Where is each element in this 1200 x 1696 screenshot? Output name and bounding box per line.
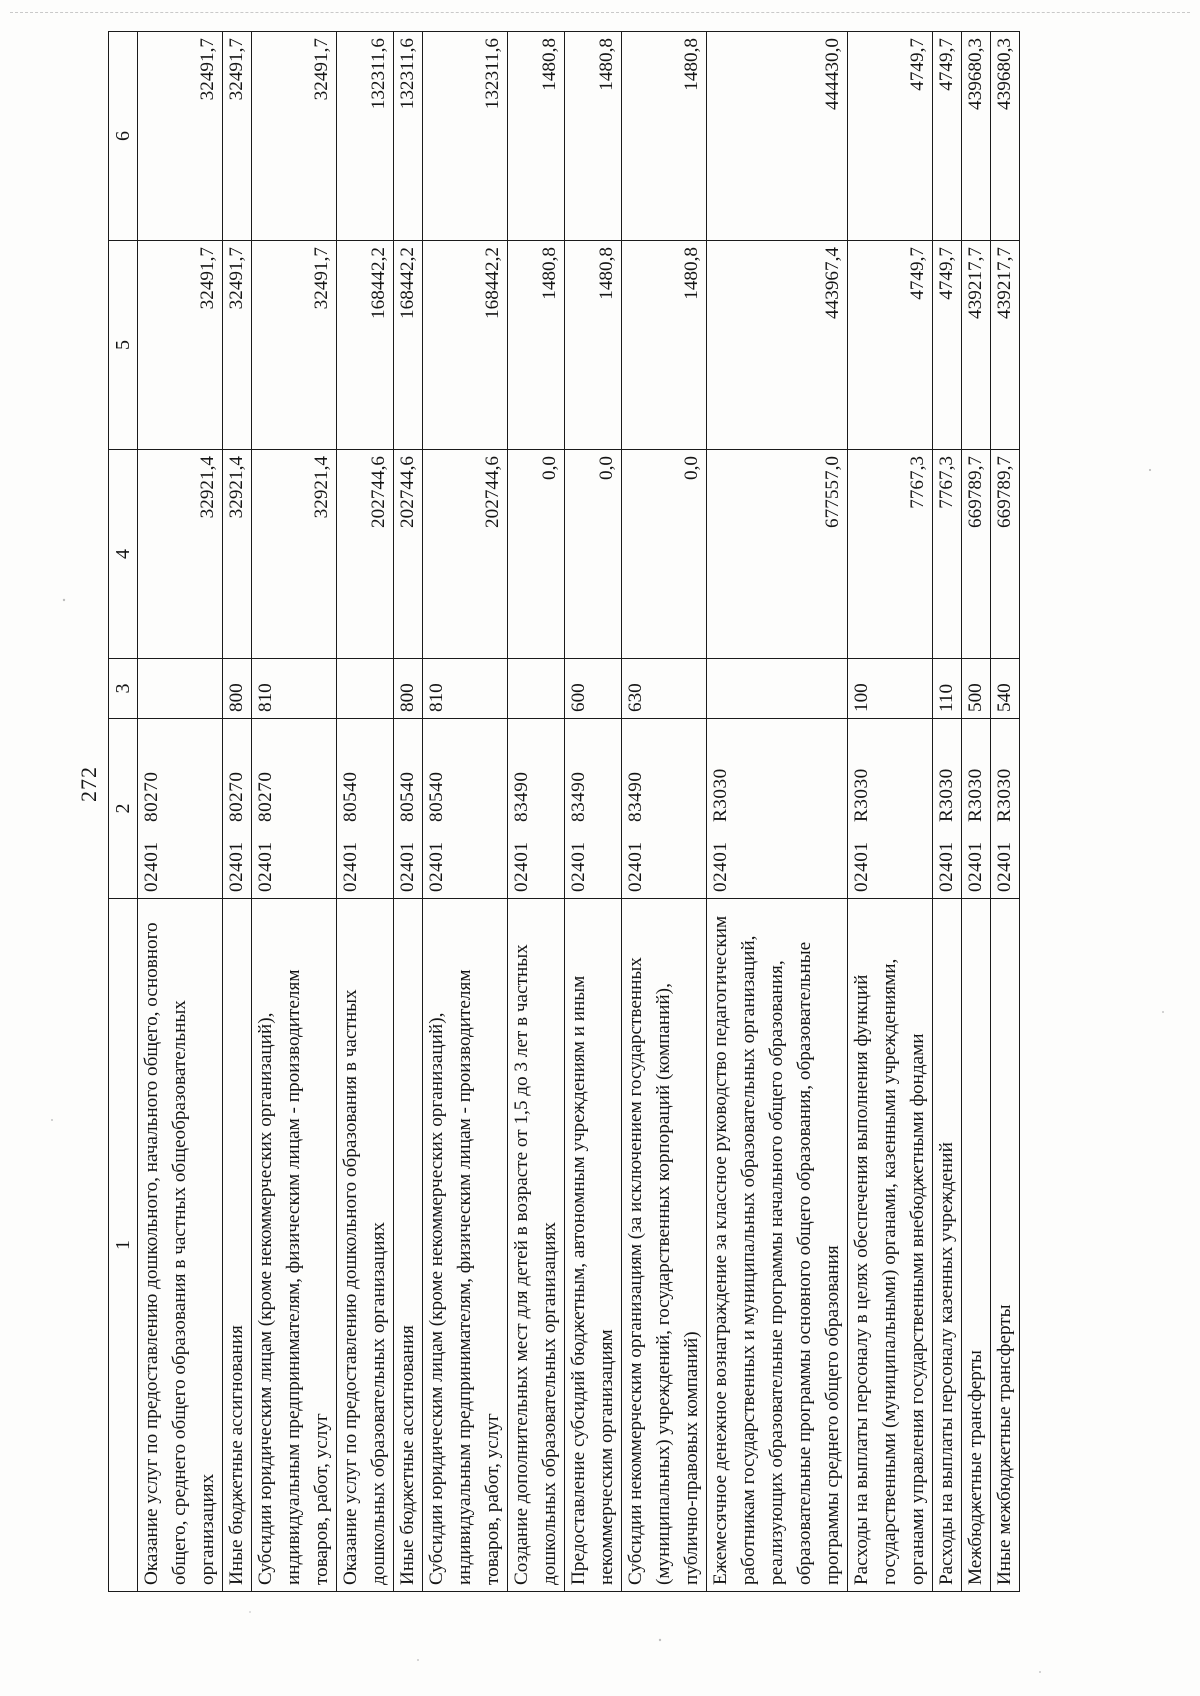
table-row: [848, 32, 933, 1592]
row-value-6: 132311,6: [423, 32, 508, 241]
code-direction: 83490: [511, 771, 532, 822]
table-row: [394, 32, 423, 1592]
row-value-5: 168442,2: [423, 241, 508, 450]
row-type: 810: [252, 659, 337, 719]
row-value-4: 202744,6: [337, 450, 394, 659]
row-name: Оказание услуг по предоставлению дошкольного, начального общего, основного общего, среднего общего образования в частных общеобразовательных организациях: [138, 899, 223, 1592]
code-direction: 83490: [568, 771, 589, 822]
row-value-5: 168442,2: [337, 241, 394, 450]
code-program: 02401: [141, 841, 162, 892]
header-cell: 2: [109, 719, 138, 899]
code-program: 02401: [936, 841, 957, 892]
row-value-6: 1480,8: [508, 32, 565, 241]
code-program: 02401: [397, 841, 418, 892]
row-value-4: 202744,6: [394, 450, 423, 659]
row-name: Создание дополнительных мест для детей в возрасте от 1,5 до 3 лет в частных дошкольных образовательных организациях: [508, 899, 565, 1592]
row-name: Субсидии юридическим лицам (кроме некоммерческих организаций), индивидуальным предпринимателям, физическим лицам - производителям товаров, работ, услуг: [252, 899, 337, 1592]
row-name: Оказание услуг по предоставлению дошкольного образования в частных дошкольных образовательных организациях: [337, 899, 394, 1592]
row-value-6: 1480,8: [622, 32, 707, 241]
code-program: 02401: [851, 841, 872, 892]
row-type: 500: [962, 659, 991, 719]
row-type: [707, 659, 848, 719]
row-value-5: 4749,7: [848, 241, 933, 450]
row-code: [394, 719, 423, 899]
table-row: [962, 32, 991, 1592]
table-row: [622, 32, 707, 1592]
table-row: [223, 32, 252, 1592]
row-value-6: 32491,7: [223, 32, 252, 241]
row-name: Расходы на выплаты персоналу казенных учреждений: [933, 899, 962, 1592]
code-direction: 80270: [255, 771, 276, 822]
row-code: [933, 719, 962, 899]
row-value-4: 7767,3: [848, 450, 933, 659]
row-value-4: 669789,7: [991, 450, 1020, 659]
row-value-6: 32491,7: [252, 32, 337, 241]
code-program: 02401: [994, 841, 1015, 892]
row-value-5: 439217,7: [962, 241, 991, 450]
row-value-6: 1480,8: [565, 32, 622, 241]
row-name: Межбюджетные трансферты: [962, 899, 991, 1592]
row-value-5: 4749,7: [933, 241, 962, 450]
row-code: [565, 719, 622, 899]
code-direction: R3030: [851, 768, 872, 822]
row-value-4: 677557,0: [707, 450, 848, 659]
code-direction: 80540: [426, 771, 447, 822]
header-cell: 1: [109, 899, 138, 1592]
row-type: 810: [423, 659, 508, 719]
row-value-6: 4749,7: [848, 32, 933, 241]
code-direction: 83490: [625, 771, 646, 822]
row-type: [508, 659, 565, 719]
code-program: 02401: [511, 841, 532, 892]
row-value-5: 32491,7: [138, 241, 223, 450]
table-row: [707, 32, 848, 1592]
row-name: Иные бюджетные ассигнования: [223, 899, 252, 1592]
row-value-4: 669789,7: [962, 450, 991, 659]
row-code: [508, 719, 565, 899]
code-program: 02401: [710, 841, 731, 892]
row-code: [622, 719, 707, 899]
code-direction: 80270: [141, 771, 162, 822]
row-name: Иные межбюджетные трансферты: [991, 899, 1020, 1592]
code-direction: R3030: [710, 768, 731, 822]
scan-edge-line: [10, 12, 1190, 13]
row-name: Расходы на выплаты персоналу в целях обеспечения выполнения функций государственными (муниципальными) органами, казенными учреждениями, органами управления государственными внебюджетными фондами: [848, 899, 933, 1592]
row-name: Иные бюджетные ассигнования: [394, 899, 423, 1592]
row-type: 100: [848, 659, 933, 719]
row-value-5: 32491,7: [252, 241, 337, 450]
row-type: 800: [223, 659, 252, 719]
table-row: [337, 32, 394, 1592]
row-value-5: 1480,8: [565, 241, 622, 450]
header-cell: 6: [109, 32, 138, 241]
row-value-6: 132311,6: [394, 32, 423, 241]
row-type: [138, 659, 223, 719]
row-value-4: 0,0: [508, 450, 565, 659]
table-row: [933, 32, 962, 1592]
table-row: [423, 32, 508, 1592]
code-program: 02401: [965, 841, 986, 892]
row-value-5: 1480,8: [622, 241, 707, 450]
table-row: [991, 32, 1020, 1592]
table-row: [565, 32, 622, 1592]
row-value-4: 0,0: [565, 450, 622, 659]
row-code: [337, 719, 394, 899]
row-value-6: 32491,7: [138, 32, 223, 241]
row-code: [223, 719, 252, 899]
code-direction: R3030: [994, 768, 1015, 822]
code-program: 02401: [625, 841, 646, 892]
row-value-5: 1480,8: [508, 241, 565, 450]
row-name: Предоставление субсидий бюджетным, автономным учреждениям и иным некоммерческим организациям: [565, 899, 622, 1592]
code-program: 02401: [426, 841, 447, 892]
code-program: 02401: [340, 841, 361, 892]
row-value-5: 32491,7: [223, 241, 252, 450]
code-direction: 80270: [226, 771, 247, 822]
table-row: [508, 32, 565, 1592]
row-value-6: 132311,6: [337, 32, 394, 241]
row-value-6: 444430,0: [707, 32, 848, 241]
row-value-4: 0,0: [622, 450, 707, 659]
page-number: 272: [76, 766, 101, 802]
row-type: [337, 659, 394, 719]
row-type: 110: [933, 659, 962, 719]
code-direction: R3030: [936, 768, 957, 822]
header-cell: 3: [109, 659, 138, 719]
row-code: [962, 719, 991, 899]
row-name: Субсидии юридическим лицам (кроме некоммерческих организаций), индивидуальным предпринимателям, физическим лицам - производителям товаров, работ, услуг: [423, 899, 508, 1592]
row-value-4: 7767,3: [933, 450, 962, 659]
row-type: 800: [394, 659, 423, 719]
header-cell: 5: [109, 241, 138, 450]
row-value-6: 439680,3: [962, 32, 991, 241]
code-direction: R3030: [965, 768, 986, 822]
row-type: 630: [622, 659, 707, 719]
row-value-4: 32921,4: [138, 450, 223, 659]
code-program: 02401: [255, 841, 276, 892]
code-direction: 80540: [340, 771, 361, 822]
rotated-table-region: [76, 32, 1108, 1592]
row-type: 600: [565, 659, 622, 719]
header-cell: 4: [109, 450, 138, 659]
row-value-6: 4749,7: [933, 32, 962, 241]
row-code: [138, 719, 223, 899]
row-code: [423, 719, 508, 899]
table-header-row: [109, 32, 138, 1592]
row-name: Ежемесячное денежное вознаграждение за классное руководство педагогическим работникам государственных и муниципальных образовательных организаций, реализующих образовательные программы начального общего образования, образовательные программы основного общего образования, образовательные программы среднего общего образования: [707, 899, 848, 1592]
row-value-5: 439217,7: [991, 241, 1020, 450]
row-value-5: 443967,4: [707, 241, 848, 450]
row-value-4: 32921,4: [252, 450, 337, 659]
row-code: [848, 719, 933, 899]
row-code: [991, 719, 1020, 899]
budget-table: [108, 31, 1020, 1592]
row-value-4: 202744,6: [423, 450, 508, 659]
code-program: 02401: [226, 841, 247, 892]
code-direction: 80540: [397, 771, 418, 822]
row-code: [707, 719, 848, 899]
row-value-5: 168442,2: [394, 241, 423, 450]
row-code: [252, 719, 337, 899]
table-row: [252, 32, 337, 1592]
code-program: 02401: [568, 841, 589, 892]
row-type: 540: [991, 659, 1020, 719]
table-row: [138, 32, 223, 1592]
row-value-4: 32921,4: [223, 450, 252, 659]
row-value-6: 439680,3: [991, 32, 1020, 241]
row-name: Субсидии некоммерческим организациям (за исключением государственных (муниципальных) учреждений, государственных корпораций (компаний), публично-правовых компаний): [622, 899, 707, 1592]
